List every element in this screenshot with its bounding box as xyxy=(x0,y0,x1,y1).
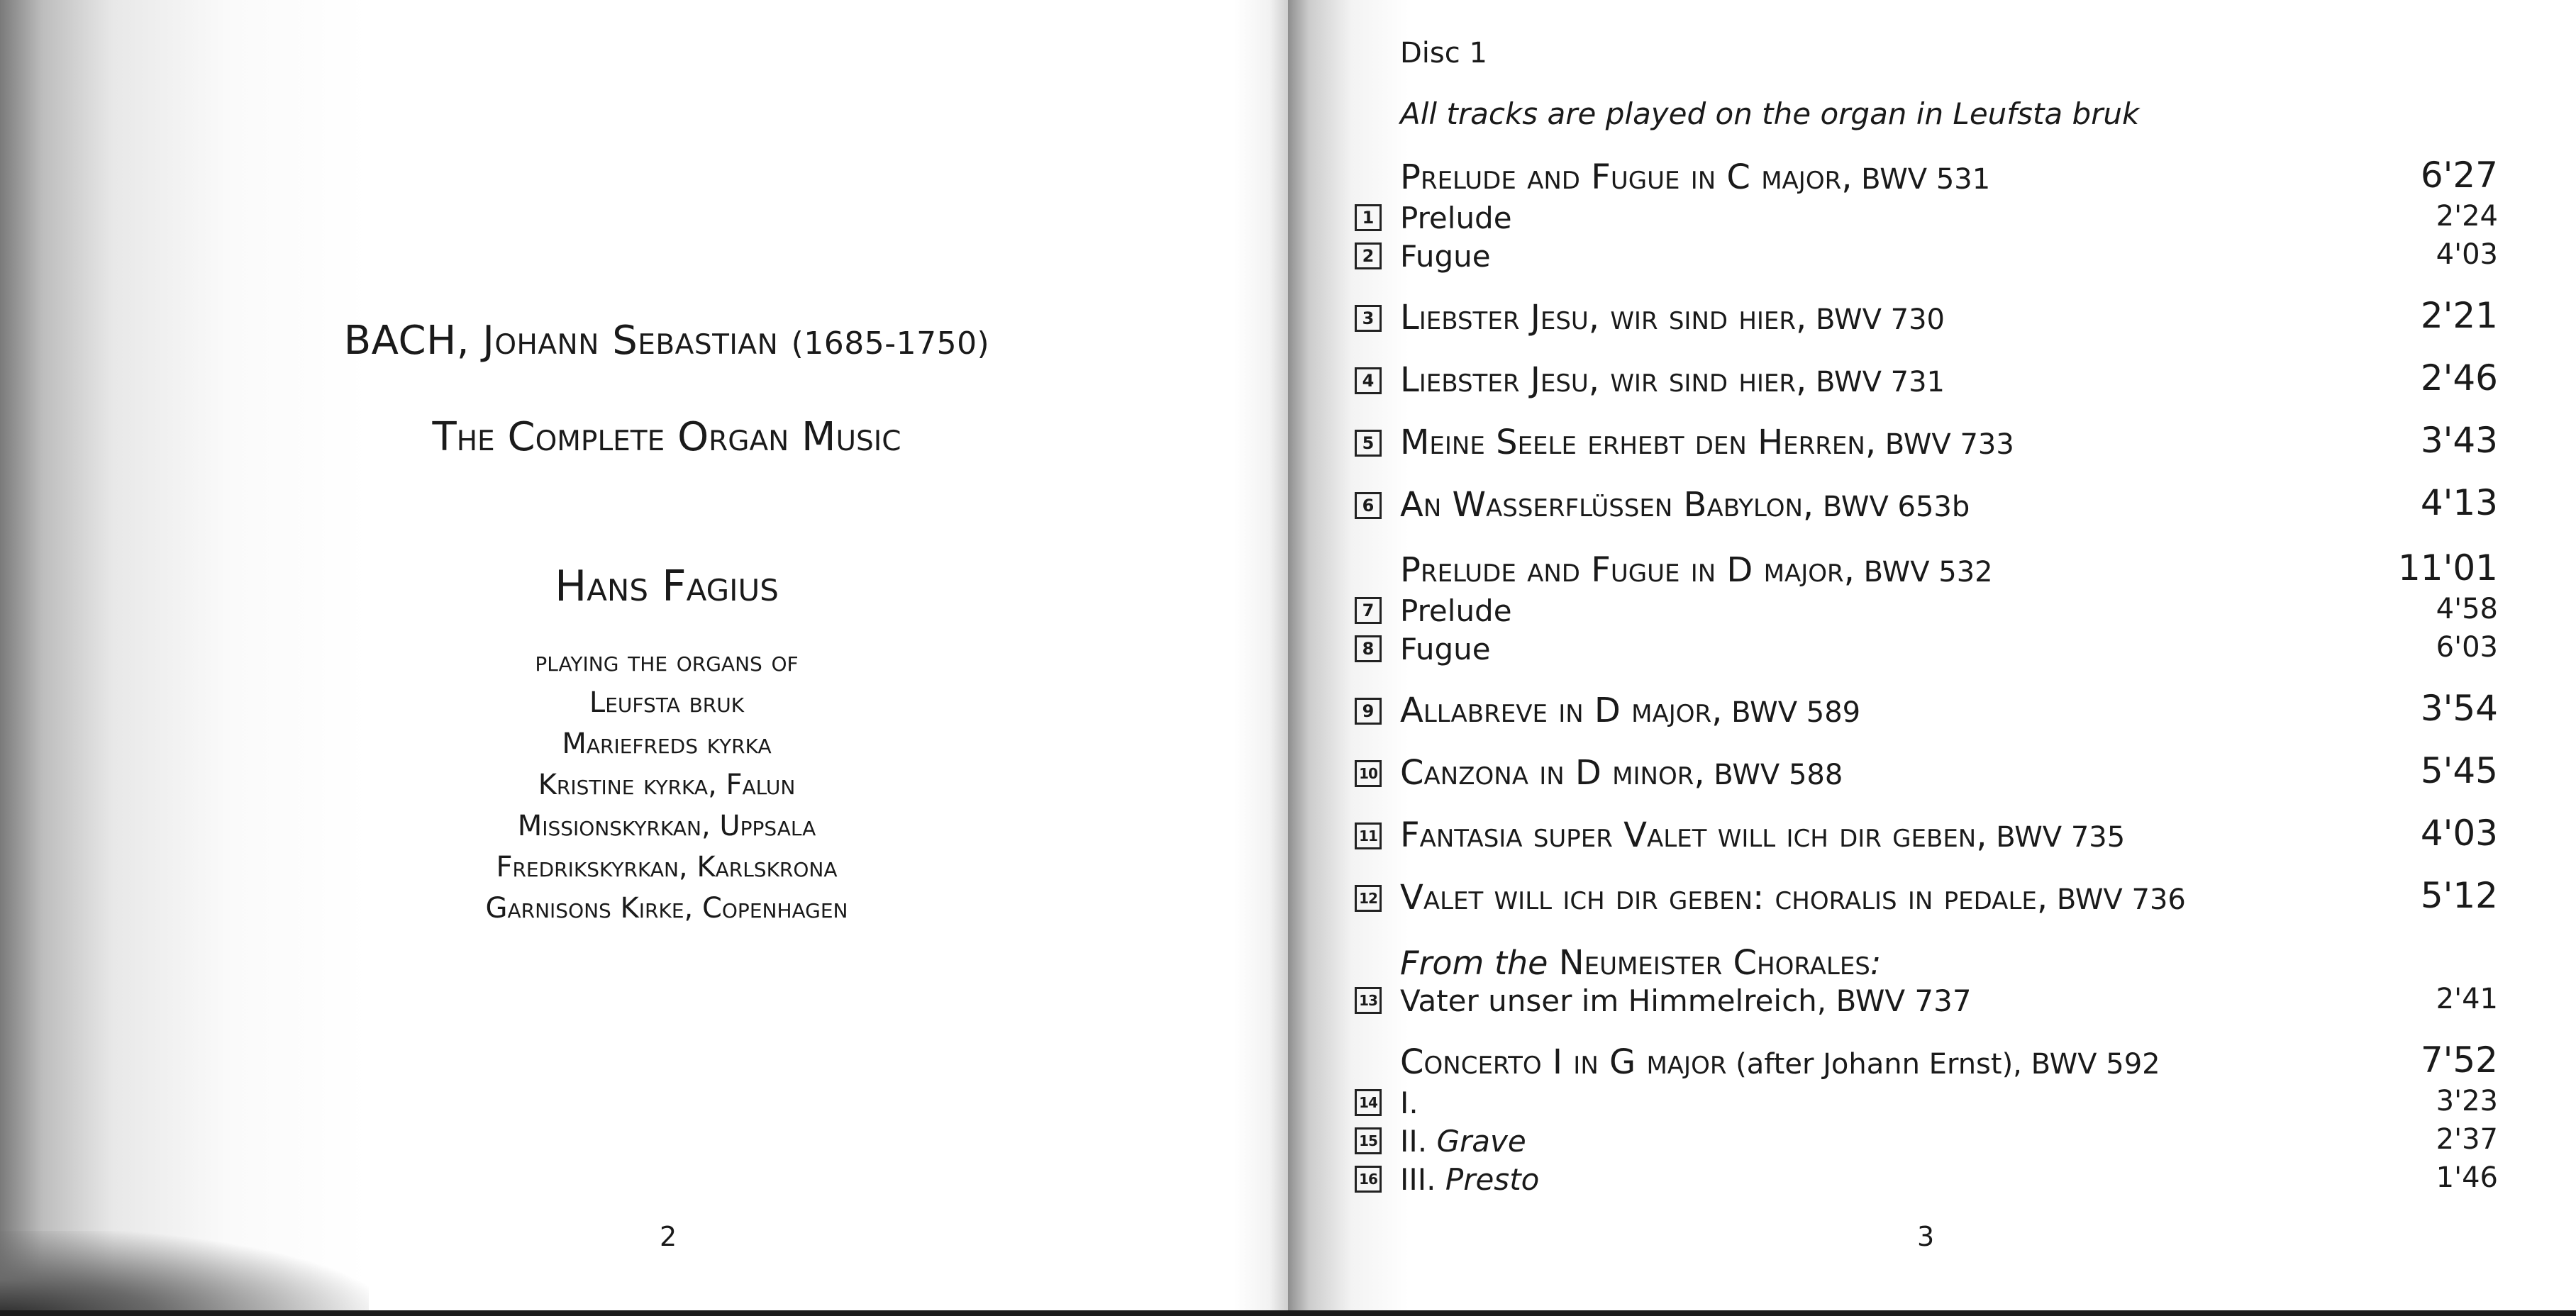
work-duration: 4'13 xyxy=(2420,482,2498,523)
venue-item: Mariefreds kyrka xyxy=(562,727,772,760)
page-shadow xyxy=(0,1231,369,1316)
work-duration: 11'01 xyxy=(2398,547,2498,589)
composer-surname: BACH, xyxy=(343,318,470,364)
track-number-badge: 12 xyxy=(1355,885,1382,912)
composer-given-names: Johann Sebastian xyxy=(470,318,792,364)
track-duration: 2'24 xyxy=(2436,200,2498,233)
composer-heading xyxy=(0,318,1333,364)
work-title: Prelude and Fugue in D major, BWV 532 xyxy=(1400,550,1993,590)
page-number-left: 2 xyxy=(660,1221,677,1252)
venues-intro: playing the organs of xyxy=(535,645,799,678)
work-duration: 2'21 xyxy=(2420,295,2498,336)
venue-item: Fredrikskyrkan, Karlskrona xyxy=(496,851,838,883)
track-label: Vater unser im Himmelreich, BWV 737 xyxy=(1400,983,1972,1018)
work-title: Fantasia super Valet will ich dir geben, BWV 735 xyxy=(1400,815,2126,855)
track-number-badge: 7 xyxy=(1355,597,1382,624)
work-title: Liebster Jesu, wir sind hier, BWV 730 xyxy=(1400,298,1945,338)
scan-edge xyxy=(1288,1310,2576,1316)
track-duration: 6'03 xyxy=(2436,631,2498,664)
track-number-badge: 13 xyxy=(1355,987,1382,1014)
venue-item: Leufsta bruk xyxy=(589,686,745,719)
track-label: Fugue xyxy=(1400,632,1491,667)
track-number-badge: 15 xyxy=(1355,1127,1382,1154)
track-label: Prelude xyxy=(1400,593,1512,628)
work-duration: 3'54 xyxy=(2420,688,2498,729)
track-duration: 4'58 xyxy=(2436,593,2498,625)
track-duration: 2'41 xyxy=(2436,983,2498,1015)
track-duration: 3'23 xyxy=(2436,1085,2498,1117)
track-number-badge: 9 xyxy=(1355,698,1382,725)
work-duration: 6'27 xyxy=(2420,155,2498,196)
work-title: The Complete Organ Music xyxy=(432,414,901,460)
track-label: I. xyxy=(1400,1086,1419,1120)
work-title: Liebster Jesu, wir sind hier, BWV 731 xyxy=(1400,360,1945,400)
section-heading: From the Neumeister Chorales: xyxy=(1400,943,1882,983)
track-number-badge: 2 xyxy=(1355,242,1382,269)
recording-note: All tracks are played on the organ in Leufsta bruk xyxy=(1400,96,2140,131)
track-number-badge: 10 xyxy=(1355,760,1382,787)
work-duration: 7'52 xyxy=(2420,1039,2498,1081)
track-number-badge: 16 xyxy=(1355,1166,1382,1193)
track-number-badge: 11 xyxy=(1355,822,1382,849)
performer-name: Hans Fagius xyxy=(555,562,779,611)
work-duration: 5'45 xyxy=(2420,750,2498,791)
work-title: Canzona in D minor, BWV 588 xyxy=(1400,753,1843,793)
track-label: II. Grave xyxy=(1400,1124,1526,1159)
track-number-badge: 1 xyxy=(1355,204,1382,231)
composer-years: (1685-1750) xyxy=(791,325,990,362)
work-duration: 5'12 xyxy=(2420,875,2498,916)
work-title: Allabreve in D major, BWV 589 xyxy=(1400,691,1861,730)
track-duration: 4'03 xyxy=(2436,238,2498,271)
work-title: Prelude and Fugue in C major, BWV 531 xyxy=(1400,157,1991,197)
track-number-badge: 14 xyxy=(1355,1089,1382,1116)
disc-label: Disc 1 xyxy=(1400,37,1487,69)
track-number-badge: 6 xyxy=(1355,492,1382,519)
work-title: An Wasserflüssen Babylon, BWV 653b xyxy=(1400,485,1970,525)
track-label: III. Presto xyxy=(1400,1162,1540,1197)
work-title: Valet will ich dir geben: choralis in pedale, BWV 736 xyxy=(1400,878,2186,918)
track-label: Prelude xyxy=(1400,201,1512,235)
venue-item: Garnisons Kirke, Copenhagen xyxy=(485,892,848,925)
work-title: Concerto I in G major (after Johann Ernst), BWV 592 xyxy=(1400,1042,2160,1082)
work-duration: 3'43 xyxy=(2420,420,2498,461)
track-duration: 2'37 xyxy=(2436,1123,2498,1156)
track-number-badge: 3 xyxy=(1355,305,1382,332)
scan-edge xyxy=(0,1310,1288,1316)
track-label: Fugue xyxy=(1400,239,1491,274)
venue-item: Missionskyrkan, Uppsala xyxy=(517,810,816,842)
track-number-badge: 5 xyxy=(1355,430,1382,457)
track-number-badge: 4 xyxy=(1355,367,1382,394)
venue-item: Kristine kyrka, Falun xyxy=(538,769,796,801)
track-duration: 1'46 xyxy=(2436,1161,2498,1194)
work-duration: 2'46 xyxy=(2420,357,2498,398)
work-duration: 4'03 xyxy=(2420,813,2498,854)
page-number-right: 3 xyxy=(1917,1221,1935,1252)
track-number-badge: 8 xyxy=(1355,635,1382,662)
work-title: Meine Seele erhebt den Herren, BWV 733 xyxy=(1400,423,2014,462)
